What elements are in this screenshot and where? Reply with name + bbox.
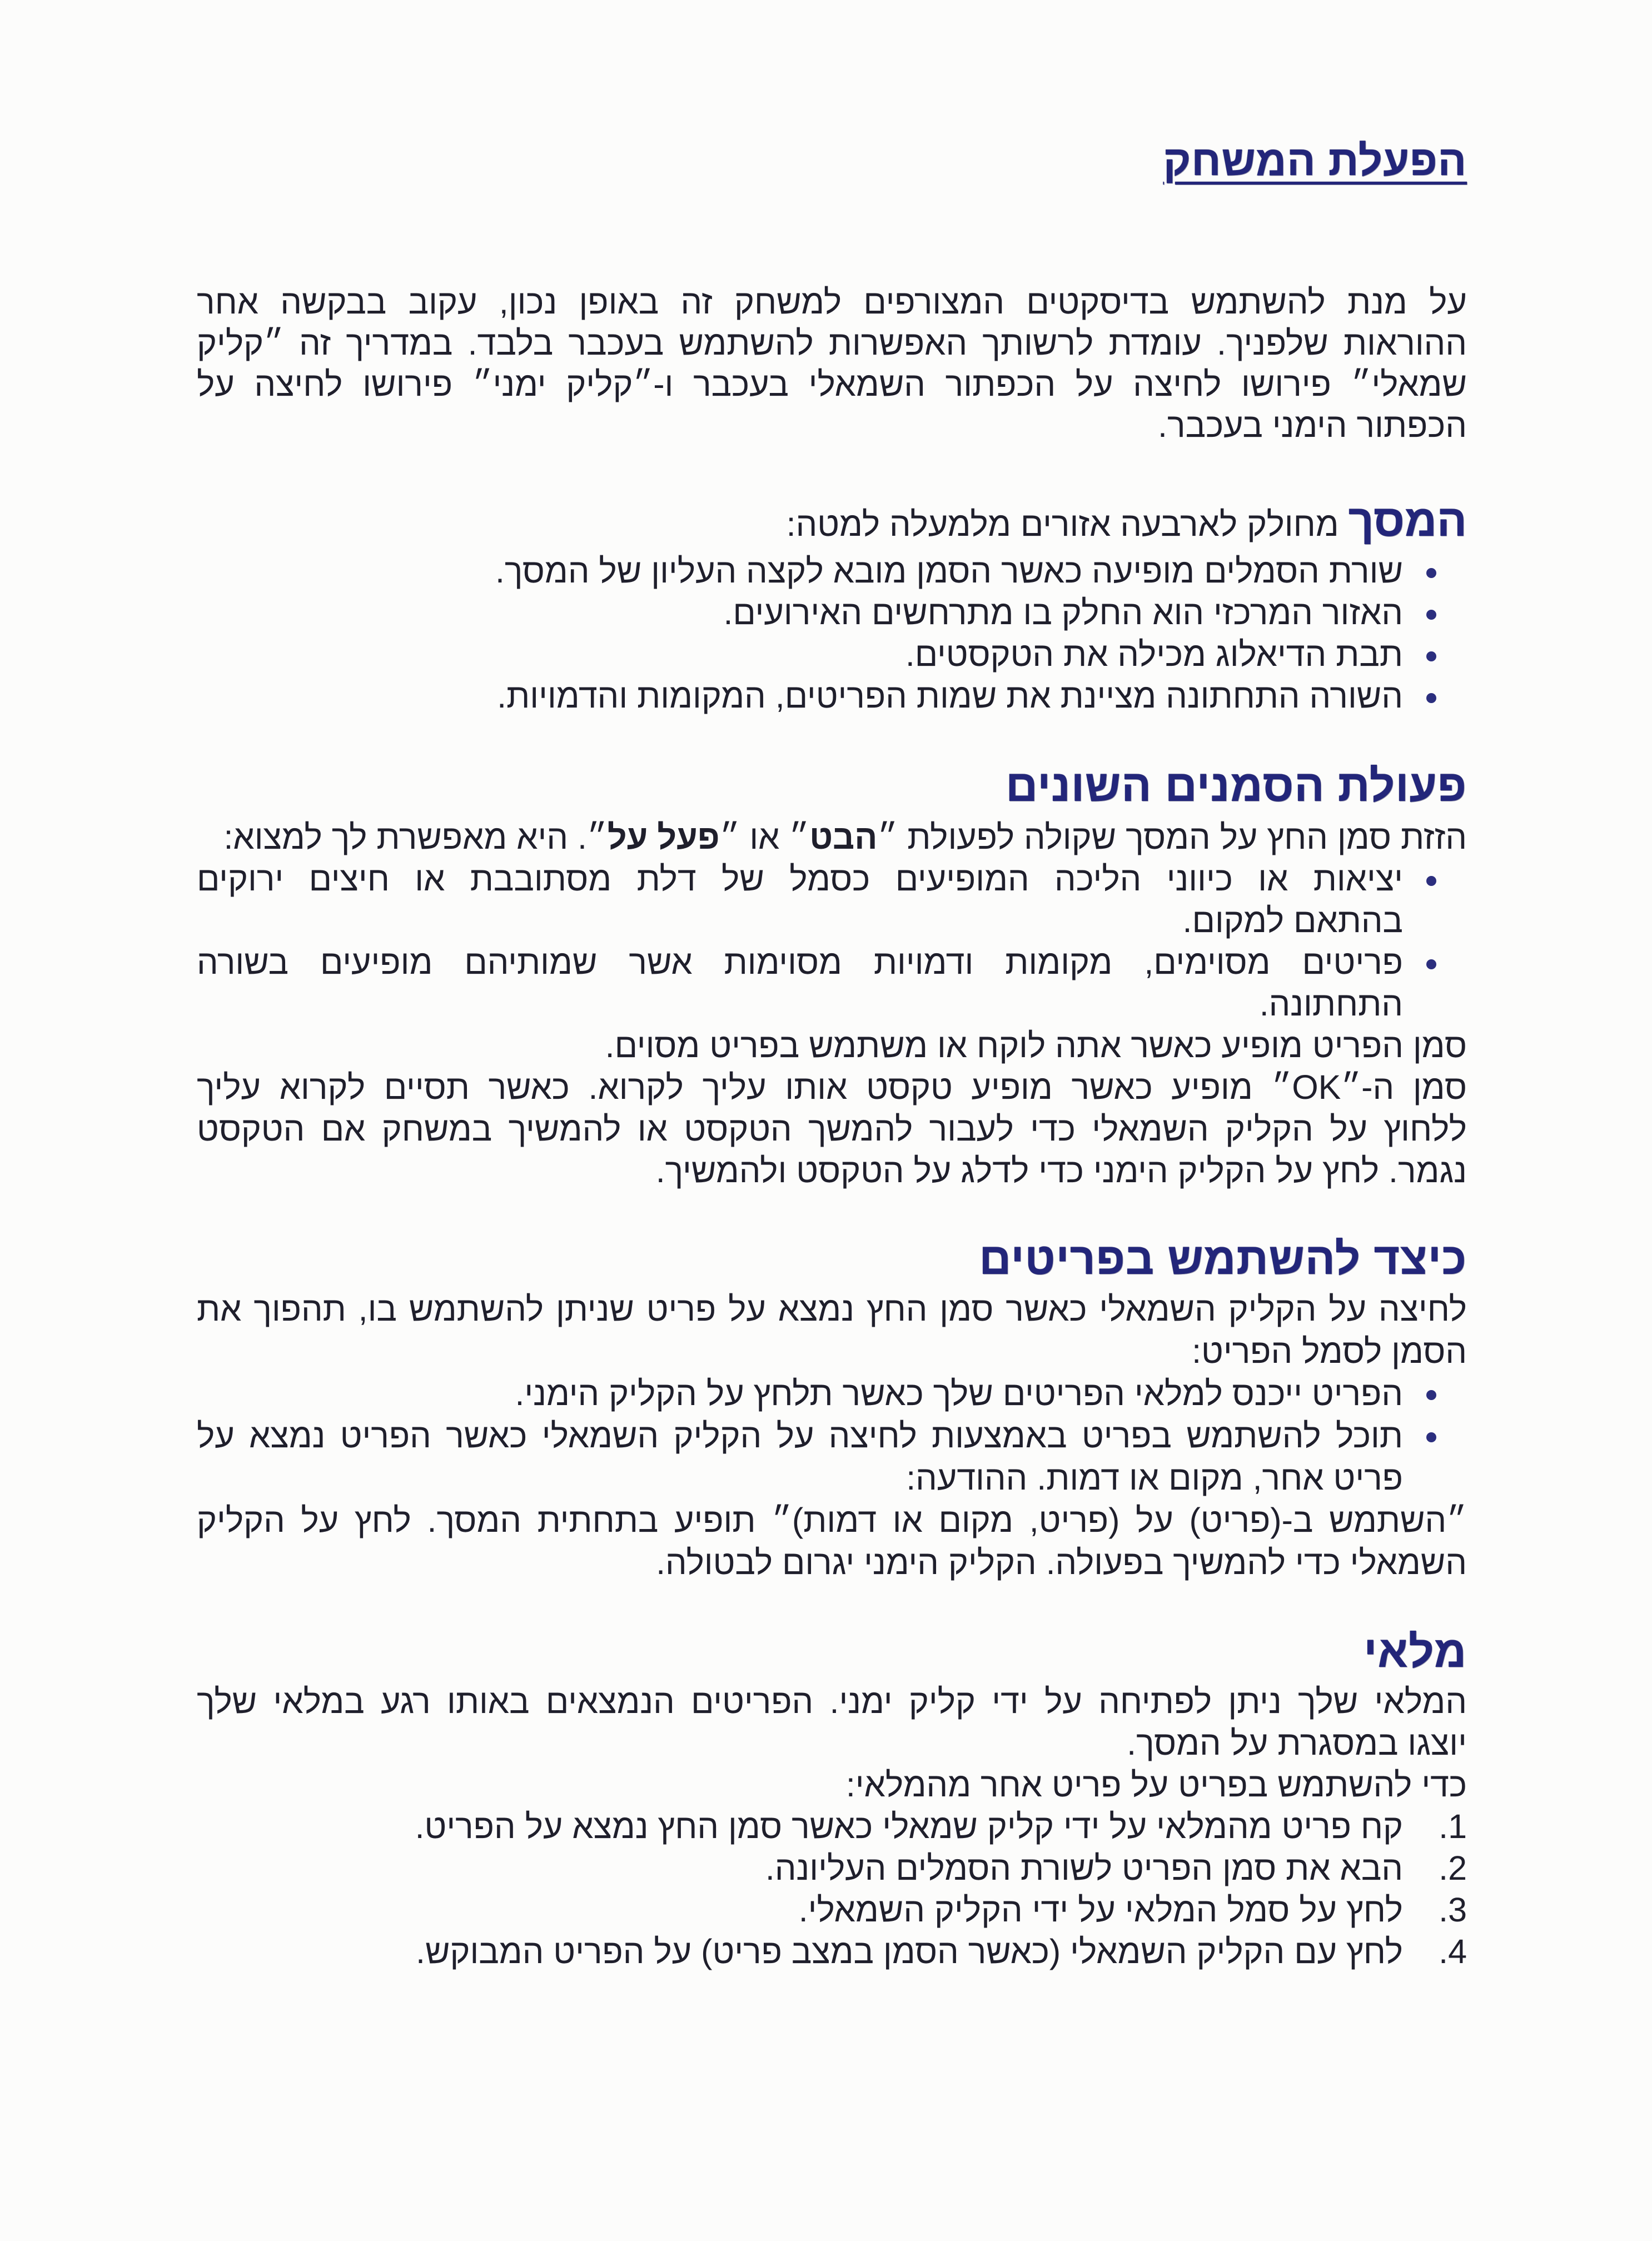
look-action-term: הבט (809, 818, 878, 856)
intro-line: הכפתור הימני בעכבר. (1158, 406, 1467, 444)
screen-lead-text: מחולק לארבעה אזורים מלמעלה למטה: (786, 505, 1339, 543)
list-item-text: פריט אחר, מקום או דמות. ההודעה: (906, 1459, 1403, 1497)
screen-lead-line (197, 499, 1467, 547)
list-item-text: התחתונה. (1259, 985, 1403, 1023)
inventory-heading: מלאי (1364, 1627, 1467, 1676)
list-item-text: השורה התחתונה מציינת את שמות הפריטים, המקומות והדמויות. (497, 677, 1403, 715)
bullet-icon (1426, 959, 1436, 969)
list-item (197, 858, 1403, 942)
bullet-icon (1426, 1390, 1436, 1400)
cursors-body (197, 816, 1467, 1192)
list-item (197, 550, 1403, 592)
list-item-text: הפריט ייכנס למלאי הפריטים שלך כאשר תלחץ על הקליק הימני. (515, 1375, 1403, 1412)
list-item-text: תוכל להשתמש בפריט באמצעות לחיצה על הקליק השמאלי כאשר הפריט נמצא על (197, 1417, 1403, 1455)
items-lead-line: לחיצה על הקליק השמאלי כאשר סמן החץ נמצא על פריט שניתן להשתמש בו, תהפוך את (197, 1290, 1467, 1328)
bullet-icon (1426, 693, 1436, 703)
step-number: 2. (1439, 1849, 1467, 1887)
ok-cursor-line: סמן ה-״OK״ מופיע כאשר מופיע טקסט אותו עליך לקרוא. כאשר תסיים לקרוא עליך (197, 1068, 1467, 1106)
use-message-line: השמאלי כדי להמשיך בפעולה. הקליק הימני יגרום לבטולה. (656, 1543, 1467, 1581)
numbered-step (197, 1931, 1467, 1973)
cursors-lead-line (197, 816, 1467, 858)
bullet-icon (1426, 1432, 1436, 1442)
bullet-icon (1426, 568, 1436, 578)
step-text: קח פריט מהמלאי על ידי קליק שמאלי כאשר סמן החץ נמצא על הפריט. (415, 1807, 1403, 1845)
list-item (197, 592, 1403, 634)
bullet-icon (1426, 876, 1436, 886)
screen-heading: המסך (1348, 499, 1467, 545)
title-block (197, 136, 1467, 187)
step-number: 3. (1439, 1891, 1467, 1929)
ok-cursor-line: נגמר. לחץ על הקליק הימני כדי לדלג על הטקסט ולהמשיך. (655, 1152, 1467, 1189)
numbered-step (197, 1889, 1467, 1931)
bullet-icon (1426, 651, 1436, 661)
screen-section-lead (197, 499, 1467, 547)
list-item-text: תבת הדיאלוג מכילה את הטקסטים. (905, 635, 1403, 673)
inventory-howto-line: כדי להשתמש בפריט על פריט אחר מהמלאי: (845, 1766, 1467, 1804)
inventory-heading-block (197, 1626, 1467, 1677)
list-item-text: האזור המרכזי הוא החלק בו מתרחשים האירועים. (723, 594, 1403, 631)
cursors-lead-between: ״ או ״ (719, 818, 810, 856)
list-item-text: שורת הסמלים מופיעה כאשר הסמן מובא לקצה העליון של המסך. (495, 552, 1403, 590)
list-item-text: יציאות או כיווני הליכה המופיעים כסמל של דלת מסתובבת או חיצים ירוקים (197, 860, 1403, 898)
items-heading: כיצד להשתמש בפריטים (979, 1234, 1467, 1283)
step-text: הבא את סמן הפריט לשורת הסמלים העליונה. (765, 1849, 1403, 1887)
items-lead-line: הסמן לסמל הפריט: (1192, 1332, 1467, 1370)
screen-bullet-list (197, 550, 1467, 717)
cursors-lead-after: ״. היא מאפשרת לך למצוא: (223, 818, 608, 856)
intro-paragraph (197, 281, 1467, 446)
items-heading-block (197, 1233, 1467, 1284)
cursors-heading: פעולת הסמנים השונים (1006, 761, 1467, 810)
intro-line: ההוראות שלפניך. עומדת לרשותך האפשרות להשתמש בעכבר בלבד. במדריך זה ״קליק (197, 324, 1467, 362)
list-item (197, 1372, 1403, 1415)
step-number: 4. (1439, 1933, 1467, 1970)
list-item (197, 1415, 1403, 1499)
step-number: 1. (1439, 1807, 1467, 1845)
step-text: לחץ עם הקליק השמאלי (כאשר הסמן במצב פריט) על הפריט המבוקש. (416, 1933, 1403, 1970)
bullet-icon (1426, 610, 1436, 620)
cursors-lead-before: הזזת סמן החץ על המסך שקולה לפעולת ״ (877, 818, 1467, 856)
list-item-text: פריטים מסוימים, מקומות ודמויות מסוימות אשר שמותיהם מופיעים בשורה (197, 943, 1403, 981)
item-cursor-line: סמן הפריט מופיע כאשר אתה לוקח או משתמש בפריט מסוים. (605, 1027, 1467, 1064)
list-item (197, 675, 1403, 717)
list-item-text: בהתאם למקום. (1182, 902, 1403, 939)
inventory-body (197, 1681, 1467, 1973)
numbered-step (197, 1847, 1467, 1889)
cursors-heading-block (197, 760, 1467, 811)
inventory-lead-line: המלאי שלך ניתן לפתיחה על ידי קליק ימני. הפריטים הנמצאים באותו רגע במלאי שלך (197, 1682, 1467, 1720)
intro-line: שמאלי״ פירושו לחיצה על הכפתור השמאלי בעכבר ו-״קליק ימני״ פירושו לחיצה על (197, 365, 1467, 403)
inventory-lead-line: יוצגו במסגרת על המסך. (1127, 1724, 1467, 1762)
list-item (197, 942, 1403, 1025)
act-on-action-term: פעל על (607, 818, 720, 856)
items-body (197, 1288, 1467, 1583)
numbered-step (197, 1806, 1467, 1847)
list-item (197, 634, 1403, 675)
use-message-line: ״השתמש ב-(פריט) על (פריט, מקום או דמות)״ תופיע בתחתית המסך. לחץ על הקליק (197, 1501, 1467, 1539)
ok-cursor-line: ללחוץ על הקליק השמאלי כדי לעבור להמשך הטקסט או להמשיך במשחק אם הטקסט (197, 1110, 1467, 1148)
step-text: לחץ על סמל המלאי על ידי הקליק השמאלי. (798, 1891, 1403, 1929)
page-title: הפעלת המשחק (1163, 137, 1467, 185)
intro-line: על מנת להשתמש בדיסקטים המצורפים למשחק זה באופן נכון, עקוב בבקשה אחר (197, 283, 1467, 321)
